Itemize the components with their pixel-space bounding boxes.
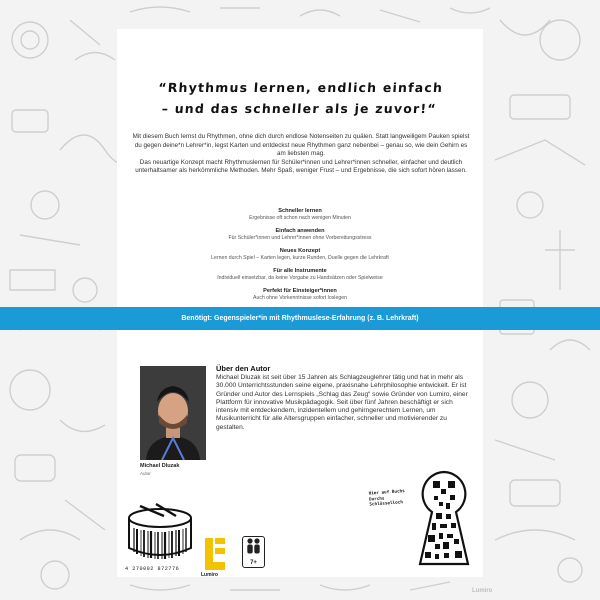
headline [116,77,485,119]
feature-item [117,268,483,282]
top-panel [117,29,483,307]
intro-text [131,133,471,176]
feature-title: Einfach anwenden [275,228,325,234]
author-portrait-image [140,366,206,460]
keyhole-qr-code-icon[interactable] [413,469,475,569]
feature-description: Auch ohne Vorkenntnisse sofort loslegen [252,295,347,301]
feature-description: Lernen durch Spiel – Karten legen, kurze Runden, Duelle gegen die Lehrkraft [211,255,389,261]
lumiro-logo-icon [203,536,227,572]
feature-item [117,248,483,262]
author-photo [140,366,206,460]
feature-description: Ergebnisse oft schon nach wenigen Minuten [249,215,351,221]
feature-title: Schneller lernen [278,208,322,214]
feature-title: Neues Konzept [279,248,321,254]
feature-item [117,208,483,222]
intro-paragraph-1: Mit diesem Buch lernst du Rhythmen, ohne dich durch endlose Notenseiten zu quälen. Statt langweiligem Pauken spielst du gegen deine*n Lehrer*in, legst Karten und entdeckst neue Rhythmen ganz nebenbei – genau so, wie dein Gehirn es am liebsten mag. [132,133,470,158]
drum-barcode-logo [126,502,194,564]
author-bio: Michael Dluzak ist seit über 15 Jahren als Schlagzeuglehrer tätig und hat in mehr als 30.000 Unterrichtsstunden seine eigene, praxisnahe Lehrphilosophie entwickelt. Er ist Gründer und Autor des Lernspiels „Schlag das Zeug“ sowie Gründer von Lumiro, einer Plattform für innovative Musikpädagogik. Seit über fünf Jahren beschäftigt er sich intensiv mit entdeckendem, inzidentellem und gehirngerechtem Lernen, um Musikunterricht für alle Altersgruppen einfacher, schneller und motivierender zu gestalten. [216,374,468,431]
feature-item [117,228,483,242]
author-photo-role: Autor [140,471,151,476]
author-heading: Über den Autor [216,364,271,373]
feature-description: Individuell einsetzbar, da keine Vorgabe zu Handsätzen oder Spielweise [217,275,383,281]
publisher-name: Lumiro [201,572,218,578]
feature-description: Für Schüler*innen und Lehrer*innen ohne Vorbereitungsstress [228,235,372,241]
feature-item [117,288,483,302]
feature-list [117,208,483,308]
requirement-banner-text: Benötigt: Gegenspieler*in mit Rhythmuslese-Erfahrung (z. B. Lehrkraft) [181,315,419,322]
age-rating: 7+ [250,560,257,566]
headline-line-2: – und das schneller als je zuvor!“ [161,101,438,116]
bottom-panel [117,330,483,577]
feature-title: Für alle Instrumente [273,268,327,274]
age-badge [242,536,265,568]
feature-title: Perfekt für Einsteiger*innen [263,288,337,294]
qr-hint-text: Hier auf Buchs Durchs Schlüsselloch [368,489,405,508]
players-icon [243,537,264,555]
requirement-banner [0,307,600,330]
headline-line-1: “Rhythmus lernen, endlich einfach [157,80,444,95]
intro-paragraph-2: Das neuartige Konzept macht Rhythmuslernen für Schüler*innen und Lehrer*innen schneller, einfacher und deutlich unterhaltsamer als herkömmliche Methoden. Mehr Spaß, weniger Frust – und Ergebnisse, die sich sofort hören lassen. [135,158,467,175]
author-photo-caption: Michael Dluzak [140,463,180,469]
corner-brand-mark: Lumiro [472,588,493,594]
barcode-number: 4 270002 872776 [125,566,180,572]
